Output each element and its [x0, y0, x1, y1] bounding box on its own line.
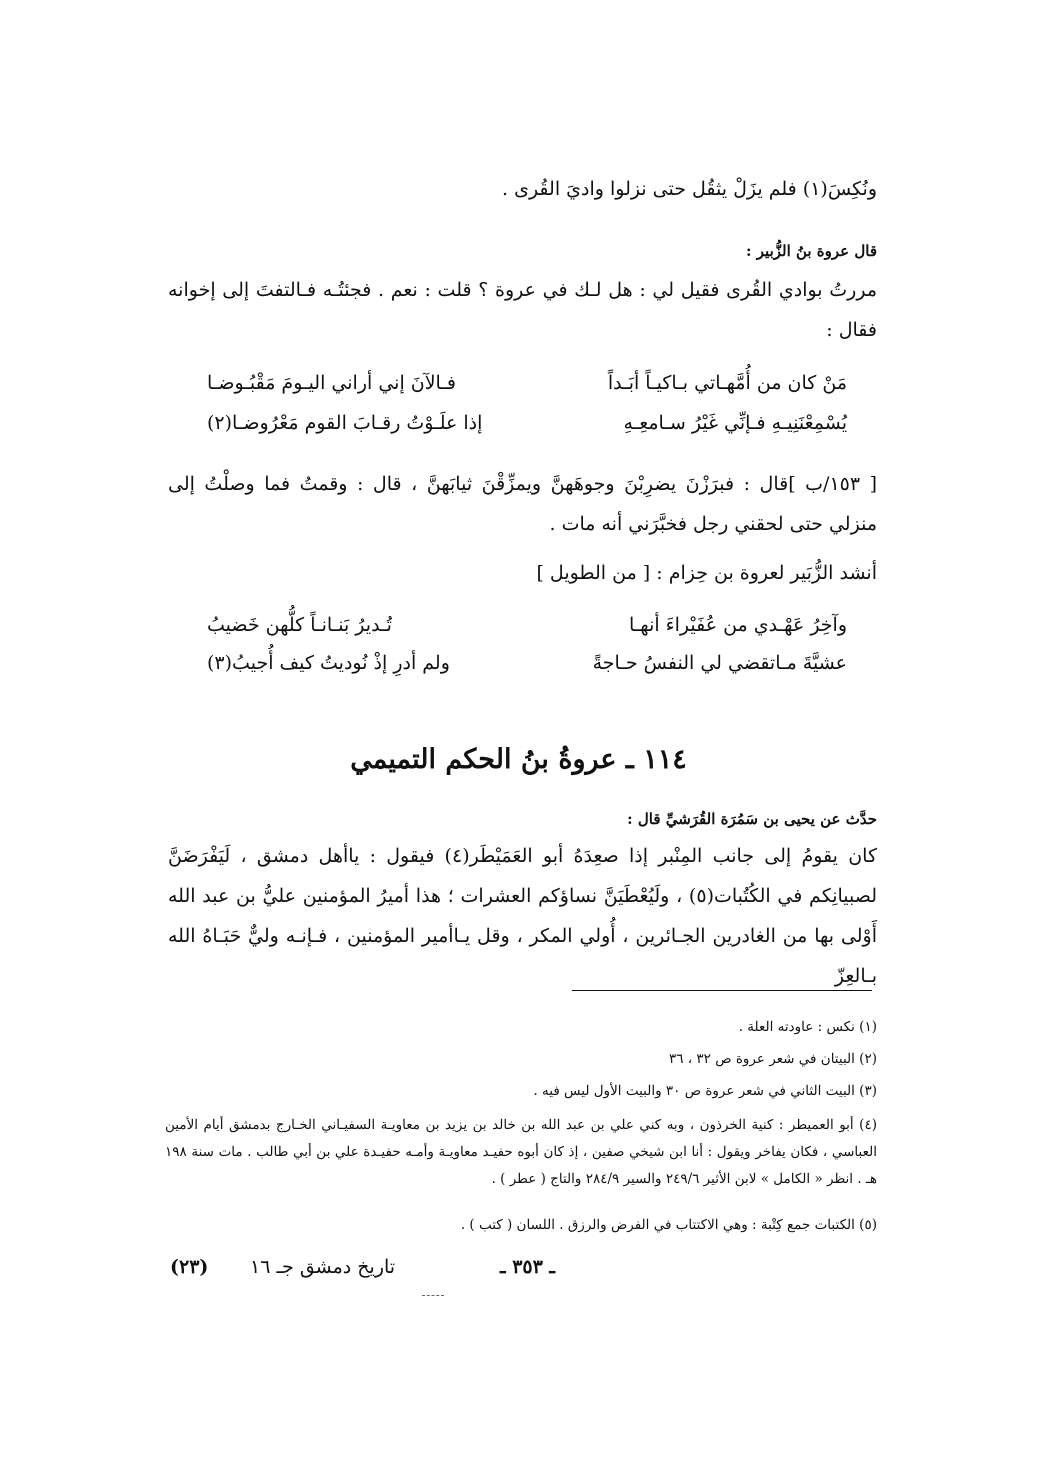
footnote-separator [572, 990, 872, 991]
paragraph-2: [ ١٥٣/ب ]قال : فبرَزْنَ يضرِبْنَ وجوهَهنَّ ويمزِّقْنَ ثيابَهنَّ ، قال : وقمتُ فما وصلْتُ إلى منزلي حتى لحقني رجل فخبَّرَني أنه مات . [168, 473, 877, 535]
footnote-4: (٤) أبو العميطر : كنية الخرذون ، وبه كني علي بن عبد الله بن خالد بن يزيد بن معاويـة السفيـاني الخـارج بدمشق أيام الأمين العباسي ، فكان يفاخر ويقول : أنا ابن شيخي صفين ، إذ كان أبوه حفيـد معاويـة وأمـه حفيـدة علي بن أبي طالب . مات سنة ١٩٨ هـ . انظر « الكامل » لابن الأثير ٢٤٩/٦ والسير ٢٨٤/٩ والتاج ( عطر ) . [165, 1117, 877, 1187]
poem-2-intro: أنشد الزُّبَير لعروة بن حِزام : [ من الطويل ] [536, 562, 877, 584]
hemistich-second: إذا علَـوْتُ رقـابَ القوم مَعْرُوضـا(٢) [207, 412, 483, 434]
paragraph-3: كان يقومُ إلى جانب المِنْبر إذا صعِدَهُ أبو العَمَيْطَر(٤) فيقول : ياأهل دمشق ، لَيَفْرَضَنَّ لصبيانِكم في الكُتُبات(٥) ، ولَيُعْطَيَنَّ نساؤكم العشرات ؛ هذا أميرُ المؤمنين عليُّ بن عبد الله أَوْلى بها من الغادرين الجـائرين ، أُولي المكر ، وقل يـاأمير المؤمنين ، فـإنـه وليٌّ حَبَـاهُ الله بـالعِزّ [168, 845, 878, 987]
book-reference: تاريخ دمشق جـ ١٦ [250, 1256, 396, 1278]
poem-2-verse-1 [207, 614, 847, 654]
footnote-2: (٢) البيتان في شعر عروة ص ٣٢ ، ٣٦ [668, 1051, 877, 1067]
footnote-5: (٥) الكتبات جمع كِتْبة : وهي الاكتتاب في الفرض والرزق . اللسان ( كتب ) . [460, 1217, 877, 1233]
poem-1-verse-1 [207, 372, 847, 412]
speaker-narrator: حدَّث عن يحيى بن سَمُرَة القُرَشيِّ قال : [627, 810, 877, 828]
footnote-3: (٣) البيت الثاني في شعر عروة ص ٣٠ والبيت الأول ليس فيه . [533, 1083, 877, 1099]
section-heading: ١١٤ ـ عروةُ بنُ الحكم التميمي [350, 744, 687, 775]
hemistich-first: مَنْ كان من أُمَّهـاتي بـاكيـاً أبَـداً [607, 372, 847, 394]
hemistich-second: فـالآنَ إني أراني اليـومَ مَقْبُـوضـا [207, 372, 456, 394]
signature-mark: (٢٣) [170, 1256, 209, 1278]
speaker-urwa-ibn-zubayr: قال عروة بنُ الزُّبير : [746, 242, 877, 260]
hemistich-first: يُسْمِعْنَنِيـهِ فـإنِّي غَيْرُ سـامعِـهِ [623, 412, 847, 434]
hemistich-first: عشيَّةَ مـاتقضي لي النفسُ حـاجةً [592, 652, 847, 674]
footnote-1: (١) نكس : عاودته العلة . [738, 1019, 877, 1035]
hemistich-second: ولم أدرِ إذْ نُوديتُ كيف أُجيبُ(٣) [207, 652, 450, 674]
hemistich-second: تُـديرُ بَنـانـاً كلُّهن خَضيبُ [207, 614, 392, 636]
poem-1-verse-2 [207, 412, 847, 452]
opening-line: ونُكِسَ(١) فلم يزَلْ يثقُل حتى نزلوا واديَ القُرى . [502, 178, 877, 200]
page-number: ـ ٣٥٣ ـ [500, 1256, 555, 1278]
page-bottom-mark [422, 1295, 444, 1296]
hemistich-first: وآخِرُ عَهْـدي من عُفَيْراءَ أنهـا [628, 614, 847, 636]
poem-2-verse-2 [207, 652, 847, 692]
paragraph-1: مررتُ بوادي القُرى فقيل لي : هل لـك في عروة ؟ قلت : نعم . فجئتُـه فـالتفتَ إلى إخوانه فقال : [168, 279, 877, 341]
